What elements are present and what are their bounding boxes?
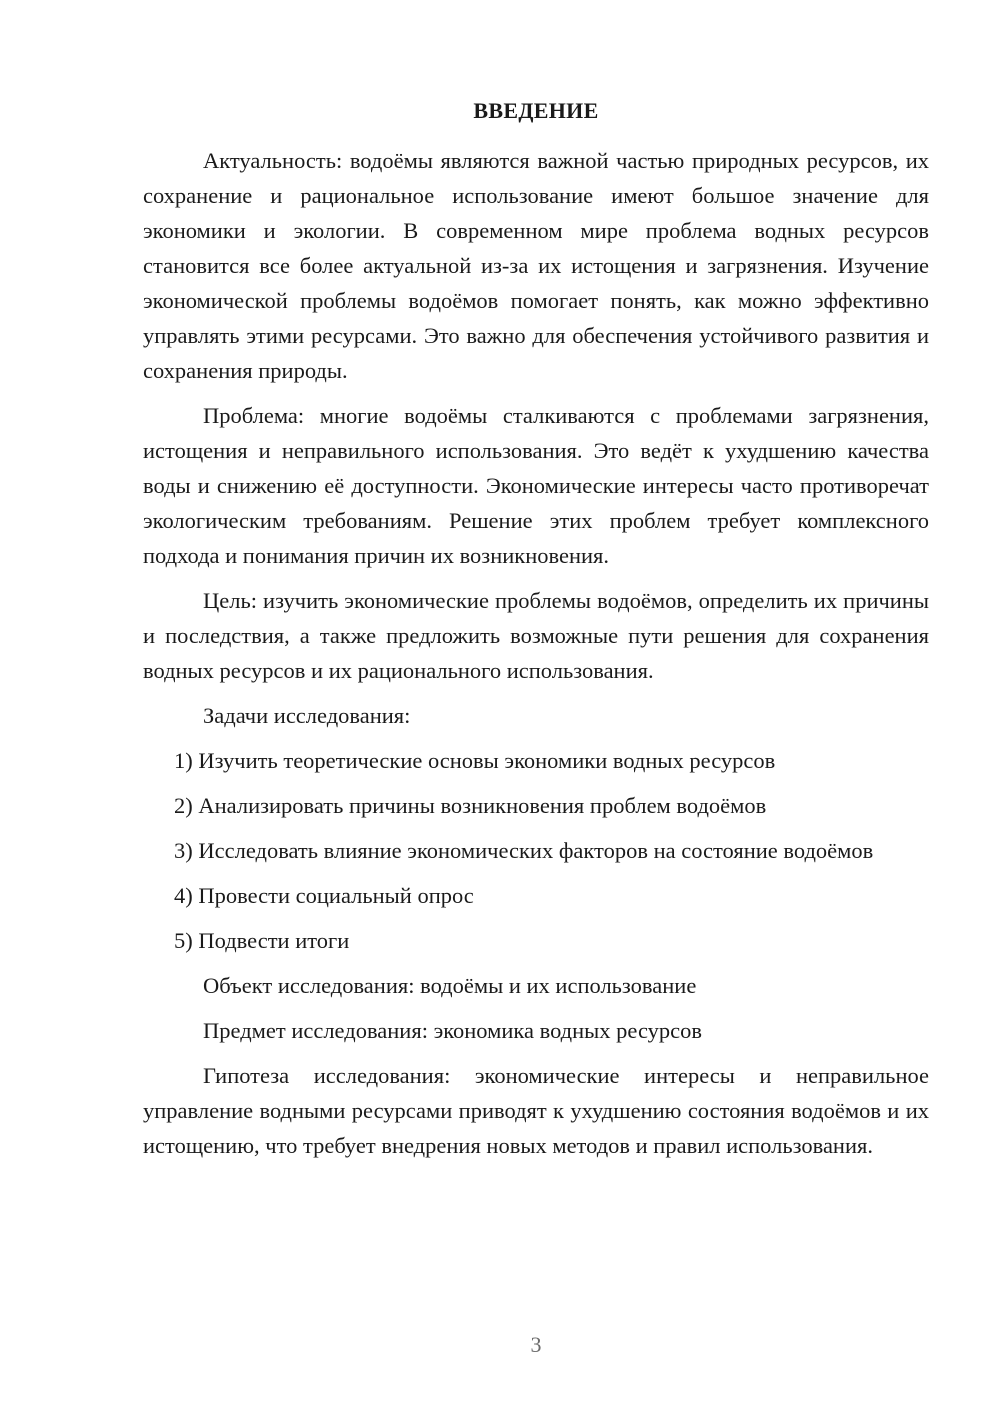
paragraph-problem: Проблема: многие водоёмы сталкиваются с проблемами загрязнения, истощения и неправильного использования. Это ведёт к ухудшению качества воды и снижению её доступности. Экономические интересы часто противоречат экологическим требованиям. Решение этих проблем требует комплексного подхода и понимания причин их возникновения. (143, 403, 929, 568)
task-item-3: 3) Исследовать влияние экономических факторов на состояние водоёмов (174, 838, 874, 863)
paragraph-subject: Предмет исследования: экономика водных ресурсов (203, 1018, 703, 1043)
document-body (143, 143, 929, 1173)
paragraph-relevance: Актуальность: водоёмы являются важной частью природных ресурсов, их сохранение и рациональное использование имеют большое значение для экономики и экологии. В современном мире проблема водных ресурсов становится все более актуальной из-за их истощения и загрязнения. Изучение экономической проблемы водоёмов помогает понять, как можно эффективно управлять этими ресурсами. Это важно для обеспечения устойчивого развития и сохранения природы. (143, 148, 929, 383)
page-number: 3 (530, 1332, 542, 1357)
paragraph-object: Объект исследования: водоёмы и их использование (203, 973, 697, 998)
task-item-2: 2) Анализировать причины возникновения проблем водоёмов (174, 793, 767, 818)
page-title: ВВЕДЕНИЕ (473, 98, 599, 123)
tasks-heading: Задачи исследования: (203, 703, 411, 728)
task-item-1: 1) Изучить теоретические основы экономики водных ресурсов (174, 748, 776, 773)
paragraph-goal: Цель: изучить экономические проблемы водоёмов, определить их причины и последствия, а также предложить возможные пути решения для сохранения водных ресурсов и их рационального использования. (143, 588, 929, 683)
task-item-4: 4) Провести социальный опрос (174, 883, 474, 908)
paragraph-hypothesis: Гипотеза исследования: экономические интересы и неправильное управление водными ресурсами приводят к ухудшению состояния водоёмов и их истощению, что требует внедрения новых методов и правил использования. (143, 1063, 929, 1158)
task-item-5: 5) Подвести итоги (174, 928, 350, 953)
